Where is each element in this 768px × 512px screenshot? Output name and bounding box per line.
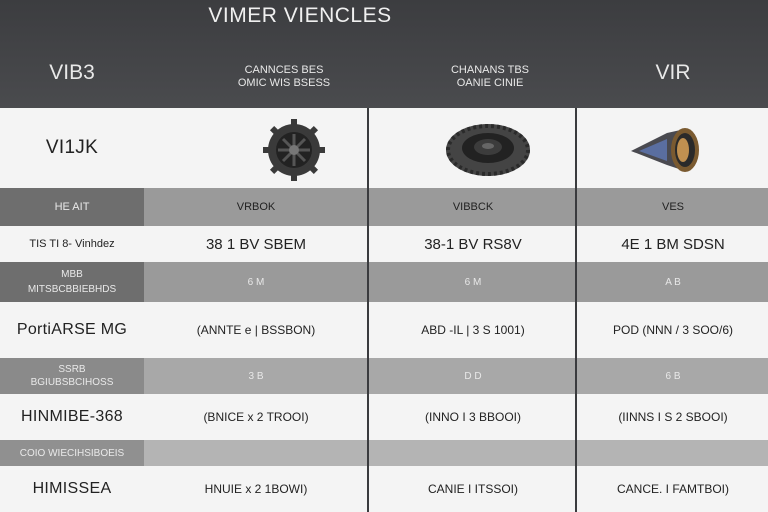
band-1-value-1: 6 M	[247, 276, 265, 288]
column-divider-1	[367, 108, 369, 512]
heat-value-1: VRBOK	[236, 201, 276, 213]
row-label-last: HIMISSEA	[32, 480, 112, 497]
row-label-spec: TIS TI 8- Vinhdez	[29, 238, 115, 250]
band-2-value-2: D D	[464, 370, 482, 382]
band-1-value-2: 6 M	[464, 276, 482, 288]
him-value-3: (IINNS I S 2 SBOOI)	[618, 410, 728, 424]
row-label-images: VI1JK	[45, 137, 99, 158]
table-row-him	[0, 394, 768, 440]
cog-disc-icon	[442, 120, 534, 180]
header-bar	[0, 0, 768, 108]
spec-value-1: 38 1 BV SBEM	[205, 235, 307, 253]
row-label-heat: HE AIT	[54, 201, 90, 213]
gear-wheel-icon	[258, 114, 330, 186]
band-2-value-1: 3 B	[248, 370, 264, 382]
last-value-1: HNUIE x 2 1BOWI)	[204, 482, 308, 496]
band-1-value-3: A B	[665, 276, 681, 288]
table-row-heat	[0, 188, 768, 226]
him-value-2: (INNO I 3 BBOOI)	[424, 410, 521, 424]
nozzle-icon	[626, 120, 706, 180]
table-row-band-1	[0, 262, 768, 302]
band-2-value-3: 6 B	[665, 370, 681, 382]
last-value-2: CANIE I ITSSOI)	[427, 482, 518, 496]
row-label-him: HINMIBE-368	[21, 408, 123, 425]
page-title: VIMER VIENCLES	[208, 4, 392, 27]
him-value-1: (BNICE x 2 TROOI)	[203, 410, 309, 424]
column-header-3-line1: CHANANS TBS	[450, 64, 530, 76]
column-header-4: VIR	[655, 61, 691, 84]
column-header-2-line1: CANNCES BES	[244, 64, 324, 76]
column-divider-2	[575, 108, 577, 512]
spec-value-3: 4E 1 BM SDSN	[621, 235, 725, 253]
row-label-band-1-line1: MBB	[61, 269, 83, 280]
spec-value-2: 38-1 BV RS8V	[424, 235, 522, 253]
table-row-band-2	[0, 358, 768, 394]
column-header-3-line2: OANIE CINIE	[456, 77, 524, 89]
last-value-3: CANCE. I FAMTBOI)	[616, 482, 729, 496]
row-label-band-2	[0, 358, 144, 394]
heat-value-3: VES	[661, 201, 684, 213]
column-header-2	[200, 64, 368, 90]
heat-value-2: VIBBCK	[452, 201, 494, 213]
row-label-band-3: COIO WIECIHSIBOEIS	[19, 447, 125, 459]
row-label-band-1	[0, 262, 144, 302]
table-row-band-3	[0, 440, 768, 466]
row-label-band-2-line1: SSRB	[58, 364, 86, 375]
column-header-1: VIB3	[49, 61, 95, 84]
table-row-images	[0, 108, 768, 188]
performance-value-3: POD (NNN / 3 SOO/6)	[612, 323, 734, 337]
comparison-table	[0, 108, 768, 512]
performance-value-1: (ANNTE e | BSSBON)	[196, 323, 316, 337]
performance-value-2: ABD -IL | 3 S 1001)	[421, 323, 525, 337]
row-label-band-2-line2: BGIUBSBCIHOSS	[30, 377, 114, 388]
table-row-last	[0, 466, 768, 512]
table-row-performance	[0, 302, 768, 358]
row-label-band-1-line2: MITSBCBBIEBHDS	[27, 284, 117, 295]
column-header-3	[410, 64, 570, 90]
column-header-2-line2: OMIC WIS BSESS	[237, 77, 331, 89]
table-row-spec	[0, 226, 768, 262]
row-label-performance: PortiARSE MG	[16, 321, 128, 338]
